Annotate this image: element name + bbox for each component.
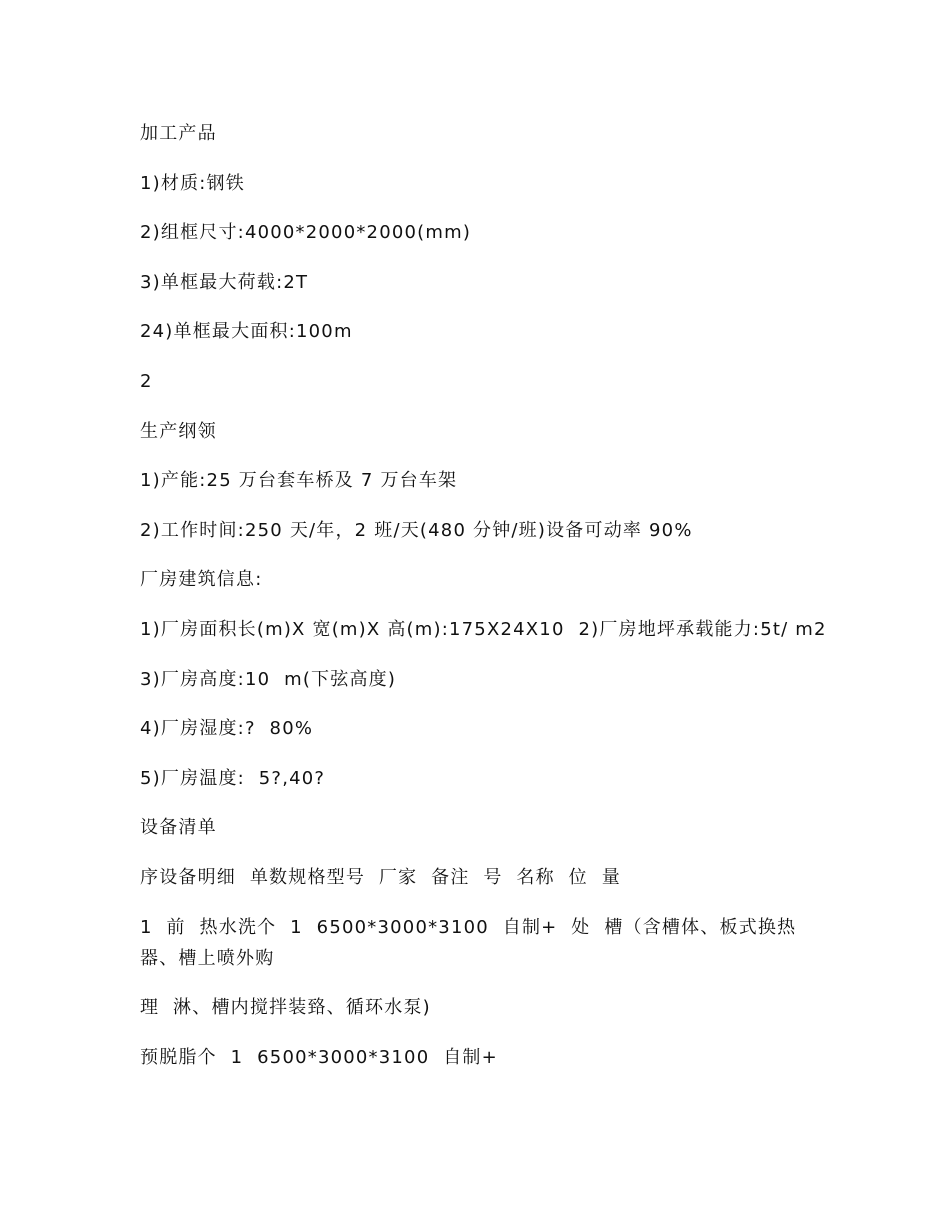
text-line-building-humidity: 4)厂房湿度:? 80% (140, 718, 314, 740)
section-heading-building-info: 厂房建筑信息: (140, 569, 263, 591)
document-body (140, 118, 830, 1091)
section-heading-processed-product: 加工产品 (140, 123, 217, 144)
text-line-max-load: 3)单框最大荷载:2T (140, 271, 309, 293)
text-line-building-area: 1)厂房面积长(m)X 宽(m)X 高(m):175X24X10 2)厂房地坪承载能力:5t/ m2 (140, 618, 827, 640)
section-heading-production-program: 生产纲领 (140, 420, 217, 442)
text-line-superscript: 2 (140, 370, 153, 392)
text-line-capacity: 1)产能:25 万台套车桥及 7 万台车架 (140, 470, 458, 492)
text-line-building-height: 3)厂房高度:10 m(下弦高度) (140, 668, 397, 690)
table-row-hot-water-wash: 1 前 热水洗个 1 6500*3000*3100 自制+ 处 槽（含槽体、板式换热器、槽上喷外购 (140, 916, 797, 969)
text-line-frame-size: 2)组框尺寸:4000*2000*2000(mm) (140, 222, 472, 244)
table-row-pre-degreasing: 预脱脂个 1 6500*3000*3100 自制+ (140, 1046, 498, 1068)
text-line-working-time: 2)工作时间:250 天/年，2 班/天(480 分钟/班)设备可动率 90% (140, 519, 693, 541)
text-line-building-temperature: 5)厂房温度: 5?,40? (140, 767, 326, 789)
text-line-max-area: 24)单框最大面积:100m (140, 321, 353, 343)
table-row-continuation: 理 淋、槽内搅拌装臵、循环水泵) (140, 997, 431, 1019)
table-header-line: 序设备明细 单数规格型号 厂家 备注 号 名称 位 量 (140, 866, 621, 888)
text-line-material: 1)材质:钢铁 (140, 172, 245, 194)
section-heading-equipment-list: 设备清单 (140, 817, 217, 839)
